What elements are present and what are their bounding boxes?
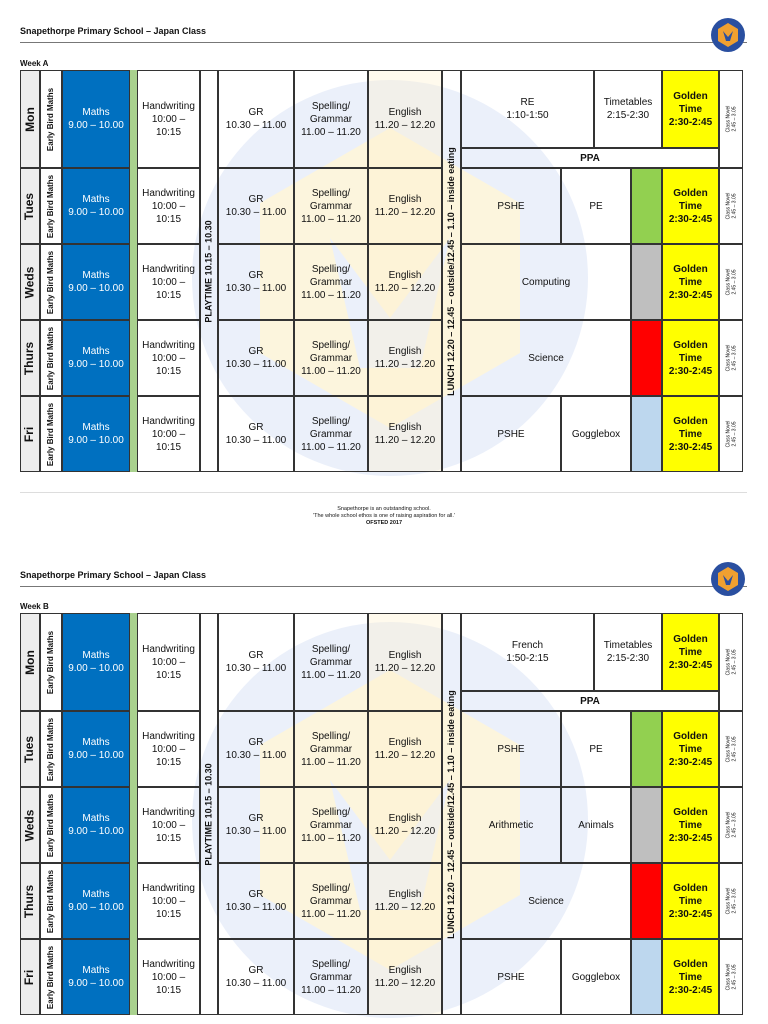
science-colour-thurs — [631, 320, 662, 396]
gr-tues: GR 10.30 – 11.00 — [218, 168, 294, 244]
gr-tues: GR 10.30 – 11.00 — [218, 711, 294, 787]
gogglebox-colour-fri — [631, 396, 662, 472]
science-thurs: Science — [461, 320, 631, 396]
golden-time-thurs: Golden Time 2:30-2:45 — [662, 320, 719, 396]
footer-line-3: OFSTED 2017 — [365, 520, 403, 526]
pshe-tues: PSHE — [461, 168, 561, 244]
spelling-weds: Spelling/ Grammar 11.00 – 11.20 — [294, 244, 368, 320]
english-mon: English 11.20 – 12.20 — [368, 70, 442, 168]
english-weds: English 11.20 – 12.20 — [368, 244, 442, 320]
maths-mon: Maths 9.00 – 10.00 — [62, 613, 130, 711]
playtime-column: PLAYTIME 10.15 – 10.30 — [200, 70, 218, 472]
gr-weds: GR 10.30 – 11.00 — [218, 787, 294, 863]
maths-weds: Maths 9.00 – 10.00 — [62, 787, 130, 863]
day-mon: Mon — [20, 70, 40, 168]
day-fri: Fri — [20, 396, 40, 472]
gogglebox-fri: Gogglebox — [561, 396, 631, 472]
class-novel-mon: Class Novel 2.45 – 3.05 — [719, 70, 743, 168]
early-bird-fri: Early Bird Maths — [40, 396, 62, 472]
handwriting-tues: Handwriting 10:00 – 10:15 — [137, 711, 200, 787]
gogglebox-fri: Gogglebox — [561, 939, 631, 1015]
footer-line-2: 'The whole school ethos is one of raising aspiration for all.' — [313, 513, 455, 519]
handwriting-tues: Handwriting 10:00 – 10:15 — [137, 168, 200, 244]
english-mon: English 11.20 – 12.20 — [368, 613, 442, 711]
computing-colour-weds — [631, 244, 662, 320]
school-title-b: Snapethorpe Primary School – Japan Class — [20, 570, 207, 580]
english-weds: English 11.20 – 12.20 — [368, 787, 442, 863]
week-a-label: Week A — [20, 59, 49, 68]
maths-tues: Maths 9.00 – 10.00 — [62, 168, 130, 244]
early-bird-tues: Early Bird Maths — [40, 168, 62, 244]
day-tues: Tues — [20, 168, 40, 244]
day-fri: Fri — [20, 939, 40, 1015]
spelling-mon: Spelling/ Grammar 11.00 – 11.20 — [294, 613, 368, 711]
golden-time-fri: Golden Time 2:30-2:45 — [662, 939, 719, 1015]
playtime-column: PLAYTIME 10.15 – 10.30 — [200, 613, 218, 1015]
spelling-fri: Spelling/ Grammar 11.00 – 11.20 — [294, 939, 368, 1015]
gr-mon: GR 10.30 – 11.00 — [218, 613, 294, 711]
school-title: Snapethorpe Primary School – Japan Class — [20, 26, 207, 36]
handwriting-mon: Handwriting 10:00 – 10:15 — [137, 613, 200, 711]
english-thurs: English 11.20 – 12.20 — [368, 320, 442, 396]
pe-colour-tues — [631, 168, 662, 244]
early-bird-mon: Early Bird Maths — [40, 613, 62, 711]
class-novel-weds: Class Novel 2.45 – 3.05 — [719, 244, 743, 320]
maths-weds: Maths 9.00 – 10.00 — [62, 244, 130, 320]
class-novel-tues: Class Novel 2.45 – 3.05 — [719, 168, 743, 244]
week-b-label: Week B — [20, 602, 49, 611]
handwriting-mon: Handwriting 10:00 – 10:15 — [137, 70, 200, 168]
day-mon: Mon — [20, 613, 40, 711]
arithmetic-weds: Arithmetic — [461, 787, 561, 863]
gr-thurs: GR 10.30 – 11.00 — [218, 320, 294, 396]
class-novel-weds: Class Novel 2.45 – 3.05 — [719, 787, 743, 863]
early-bird-tues: Early Bird Maths — [40, 711, 62, 787]
timetables-mon: Timetables 2:15-2:30 — [594, 70, 662, 148]
maths-thurs: Maths 9.00 – 10.00 — [62, 320, 130, 396]
class-novel-thurs: Class Novel 2.45 – 3.05 — [719, 320, 743, 396]
animals-colour-weds — [631, 787, 662, 863]
header-rule — [20, 42, 747, 43]
class-novel-tues: Class Novel 2.45 – 3.05 — [719, 711, 743, 787]
english-thurs: English 11.20 – 12.20 — [368, 863, 442, 939]
day-thurs: Thurs — [20, 863, 40, 939]
golden-time-tues: Golden Time 2:30-2:45 — [662, 711, 719, 787]
early-bird-fri: Early Bird Maths — [40, 939, 62, 1015]
gr-fri: GR 10.30 – 11.00 — [218, 396, 294, 472]
golden-time-tues: Golden Time 2:30-2:45 — [662, 168, 719, 244]
spelling-thurs: Spelling/ Grammar 11.00 – 11.20 — [294, 863, 368, 939]
day-thurs: Thurs — [20, 320, 40, 396]
spelling-fri: Spelling/ Grammar 11.00 – 11.20 — [294, 396, 368, 472]
early-bird-weds: Early Bird Maths — [40, 244, 62, 320]
day-tues: Tues — [20, 711, 40, 787]
gr-fri: GR 10.30 – 11.00 — [218, 939, 294, 1015]
maths-fri: Maths 9.00 – 10.00 — [62, 396, 130, 472]
golden-time-fri: Golden Time 2:30-2:45 — [662, 396, 719, 472]
pe-tues: PE — [561, 168, 631, 244]
golden-time-mon: Golden Time 2:30-2:45 — [662, 70, 719, 148]
spelling-tues: Spelling/ Grammar 11.00 – 11.20 — [294, 168, 368, 244]
spelling-mon: Spelling/ Grammar 11.00 – 11.20 — [294, 70, 368, 168]
early-bird-weds: Early Bird Maths — [40, 787, 62, 863]
school-logo-icon — [710, 17, 746, 53]
class-novel-fri: Class Novel 2.45 – 3.05 — [719, 939, 743, 1015]
gr-thurs: GR 10.30 – 11.00 — [218, 863, 294, 939]
ppa-mon: PPA — [461, 148, 719, 168]
computing-weds: Computing — [461, 244, 631, 320]
school-logo-icon — [710, 561, 746, 597]
spelling-weds: Spelling/ Grammar 11.00 – 11.20 — [294, 787, 368, 863]
early-bird-thurs: Early Bird Maths — [40, 863, 62, 939]
day-weds: Weds — [20, 244, 40, 320]
spelling-thurs: Spelling/ Grammar 11.00 – 11.20 — [294, 320, 368, 396]
timetables-mon: Timetables 2:15-2:30 — [594, 613, 662, 691]
gr-mon: GR 10.30 – 11.00 — [218, 70, 294, 168]
lunch-column: LUNCH 12.20 – 12.45 – outside/12.45 – 1.10 – inside eating — [442, 70, 461, 472]
maths-fri: Maths 9.00 – 10.00 — [62, 939, 130, 1015]
golden-time-weds: Golden Time 2:30-2:45 — [662, 787, 719, 863]
footer-rule — [20, 492, 747, 493]
handwriting-weds: Handwriting 10:00 – 10:15 — [137, 787, 200, 863]
gogglebox-colour-fri — [631, 939, 662, 1015]
handwriting-thurs: Handwriting 10:00 – 10:15 — [137, 320, 200, 396]
pe-colour-tues — [631, 711, 662, 787]
animals-weds: Animals — [561, 787, 631, 863]
english-fri: English 11.20 – 12.20 — [368, 396, 442, 472]
maths-mon: Maths 9.00 – 10.00 — [62, 70, 130, 168]
english-tues: English 11.20 – 12.20 — [368, 168, 442, 244]
maths-thurs: Maths 9.00 – 10.00 — [62, 863, 130, 939]
green-strip — [130, 613, 137, 1015]
science-colour-thurs — [631, 863, 662, 939]
ppa-mon: PPA — [461, 691, 719, 711]
footer-line-1: Snapethorpe is an outstanding school. — [337, 506, 431, 512]
early-bird-mon: Early Bird Maths — [40, 70, 62, 168]
golden-time-thurs: Golden Time 2:30-2:45 — [662, 863, 719, 939]
handwriting-thurs: Handwriting 10:00 – 10:15 — [137, 863, 200, 939]
re-mon: RE 1:10-1:50 — [461, 70, 594, 148]
pe-tues: PE — [561, 711, 631, 787]
english-tues: English 11.20 – 12.20 — [368, 711, 442, 787]
maths-tues: Maths 9.00 – 10.00 — [62, 711, 130, 787]
science-thurs: Science — [461, 863, 631, 939]
pshe-fri: PSHE — [461, 396, 561, 472]
early-bird-thurs: Early Bird Maths — [40, 320, 62, 396]
lunch-column: LUNCH 12.20 – 12.45 – outside/12.45 – 1.10 – inside eating — [442, 613, 461, 1015]
day-weds: Weds — [20, 787, 40, 863]
gr-weds: GR 10.30 – 11.00 — [218, 244, 294, 320]
french-mon: French 1:50-2:15 — [461, 613, 594, 691]
english-fri: English 11.20 – 12.20 — [368, 939, 442, 1015]
class-novel-mon: Class Novel 2.45 – 3.05 — [719, 613, 743, 711]
class-novel-fri: Class Novel 2.45 – 3.05 — [719, 396, 743, 472]
green-strip — [130, 70, 137, 472]
handwriting-fri: Handwriting 10:00 – 10:15 — [137, 939, 200, 1015]
golden-time-weds: Golden Time 2:30-2:45 — [662, 244, 719, 320]
handwriting-fri: Handwriting 10:00 – 10:15 — [137, 396, 200, 472]
header-rule-b — [20, 586, 747, 587]
pshe-fri: PSHE — [461, 939, 561, 1015]
golden-time-mon: Golden Time 2:30-2:45 — [662, 613, 719, 691]
class-novel-thurs: Class Novel 2.45 – 3.05 — [719, 863, 743, 939]
spelling-tues: Spelling/ Grammar 11.00 – 11.20 — [294, 711, 368, 787]
pshe-tues: PSHE — [461, 711, 561, 787]
handwriting-weds: Handwriting 10:00 – 10:15 — [137, 244, 200, 320]
footer-quote — [0, 506, 768, 527]
